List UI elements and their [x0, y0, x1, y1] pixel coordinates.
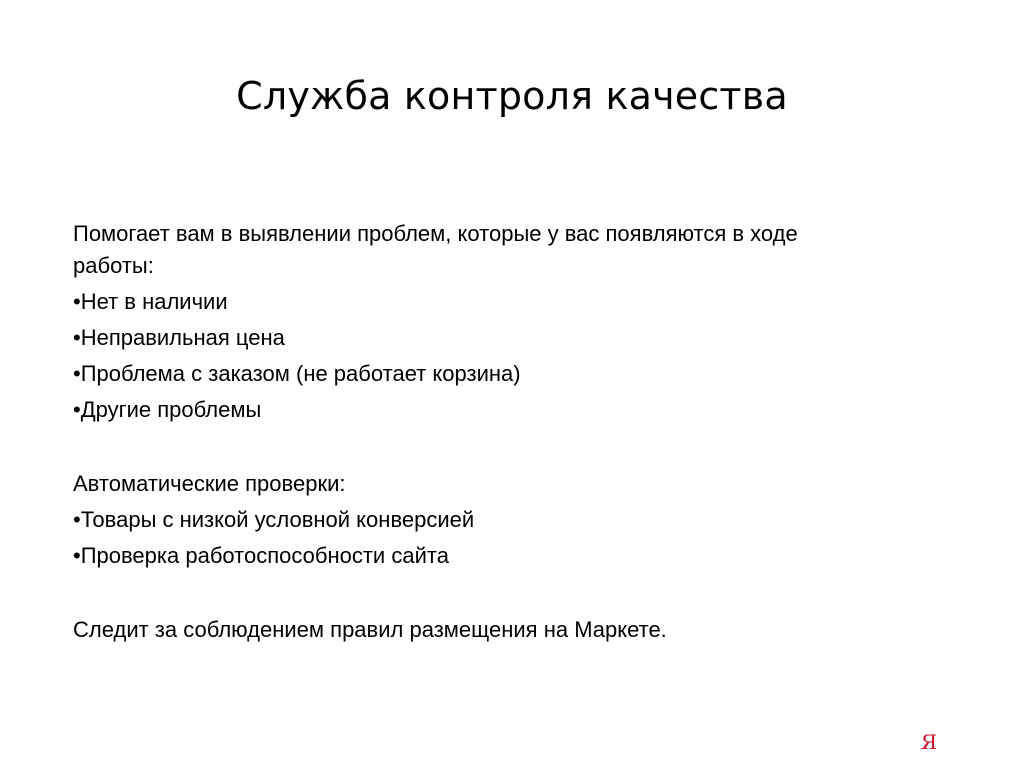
intro-text: Помогает вам в выявлении проблем, которые у вас появляются в ходе работы: — [73, 221, 798, 278]
closing-text: Следит за соблюдением правил размещения на Маркете. — [73, 617, 667, 642]
problem-bullet-wrong-price: •Неправильная цена — [73, 325, 285, 350]
problem-bullet-order-issue: •Проблема с заказом (не работает корзина) — [73, 361, 521, 386]
auto-check-bullet-site-availability: •Проверка работоспособности сайта — [73, 543, 449, 568]
slide-title: Служба контроля качества — [236, 74, 788, 118]
yandex-logo-icon: Я — [920, 730, 938, 754]
problem-bullet-other: •Другие проблемы — [73, 397, 262, 422]
auto-check-bullet-low-conversion: •Товары с низкой условной конверсией — [73, 507, 475, 532]
spacer — [73, 430, 913, 468]
spacer — [73, 576, 913, 614]
slide-content — [73, 218, 913, 650]
auto-checks-heading: Автоматические проверки: — [73, 471, 346, 496]
problem-bullet-out-of-stock: •Нет в наличии — [73, 289, 228, 314]
